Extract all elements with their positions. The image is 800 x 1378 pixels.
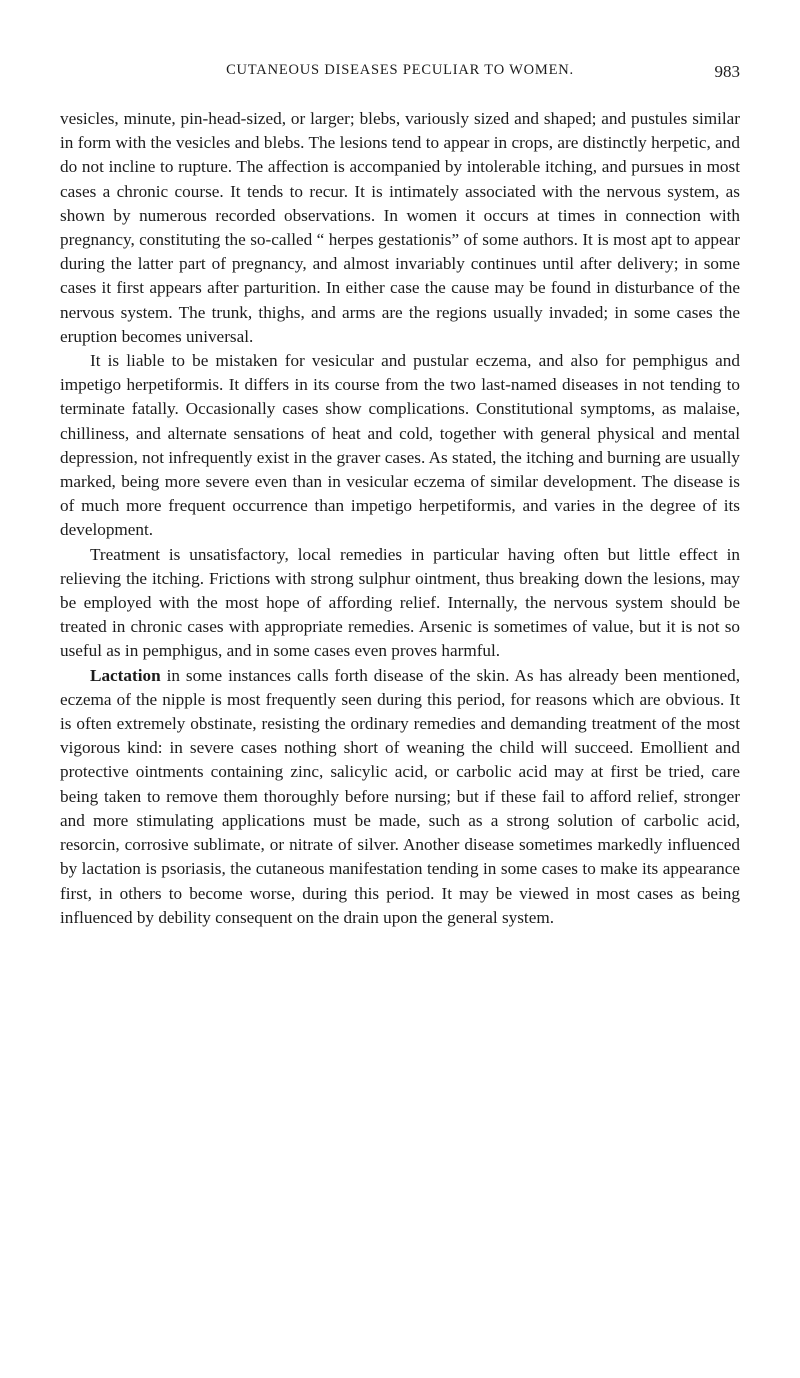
paragraph-differential-diagnosis: It is liable to be mistaken for vesicular and pustular eczema, and also for pemphigus and impetigo herpetiformis. It differs in its course from the two last-named diseases in not tending to terminate fatally. Occasionally cases show complications. Constitutional symptoms, as malaise, chilliness, and alternate sensations of heat and cold, together with general physical and mental depression, not infrequently exist in the graver cases. As stated, the itching and burning are usually marked, being more severe even than in vesicular eczema of similar development. The disease is of much more frequent occurrence than impetigo herpetiformis, and varies in the degree of its development. [60, 351, 740, 540]
lactation-heading: Lactation [90, 665, 161, 685]
page-number: 983 [714, 62, 740, 81]
paragraph-lactation [60, 664, 740, 930]
running-head-title: CUTANEOUS DISEASES PECULIAR TO WOMEN. [226, 62, 574, 78]
running-head [60, 62, 740, 84]
paragraph-treatment: Treatment is unsatisfactory, local remedies in particular having often but little effect in relieving the itching. Frictions with strong sulphur ointment, thus breaking down the lesions, may be employed with the most hope of affording relief. Internally, the nervous system should be treated in chronic cases with appropriate remedies. Arsenic is sometimes of value, but it is not so useful as in pemphigus, and in some cases even proves harmful. [60, 544, 740, 661]
lactation-text: in some instances calls forth disease of the skin. As has already been mentioned, eczema of the nipple is most frequently seen during this period, for reasons which are obvious. It is often extremely obstinate, resisting the ordinary remedies and demanding treatment of the most vigorous kind: in severe cases nothing short of weaning the child will succeed. Emollient and protective ointments containing zinc, salicylic acid, or carbolic acid may at first be tried, care being taken to remove them thoroughly before nursing; but if these fail to afford relief, stronger and more stimulating applications must be made, such as a strong solution of carbolic acid, resorcin, corrosive sublimate, or nitrate of silver. Another disease sometimes markedly influenced by lactation is psoriasis, the cutaneous manifestation tending in some cases to make its appearance first, in others to become worse, during this period. It may be viewed in most cases as being influenced by debility consequent on the drain upon the general system. [60, 665, 740, 927]
body-text [60, 107, 740, 930]
paragraph-herpes-description: vesicles, minute, pin-head-sized, or larger; blebs, variously sized and shaped; and pustules similar in form with the vesicles and blebs. The lesions tend to appear in crops, are distinctly herpetic, and do not incline to rupture. The affection is accompanied by intolerable itching, and pursues in most cases a chronic course. It tends to recur. It is intimately associated with the nervous system, as shown by numerous recorded observations. In women it occurs at times in connection with pregnancy, constituting the so-called “ herpes gestationis” of some authors. It is most apt to appear during the latter part of pregnancy, and almost invariably continues until after delivery; in some cases it first appears after parturition. In either case the cause may be found in disturbance of the nervous system. The trunk, thighs, and arms are the regions usually invaded; in some cases the eruption becomes universal. [60, 109, 740, 346]
